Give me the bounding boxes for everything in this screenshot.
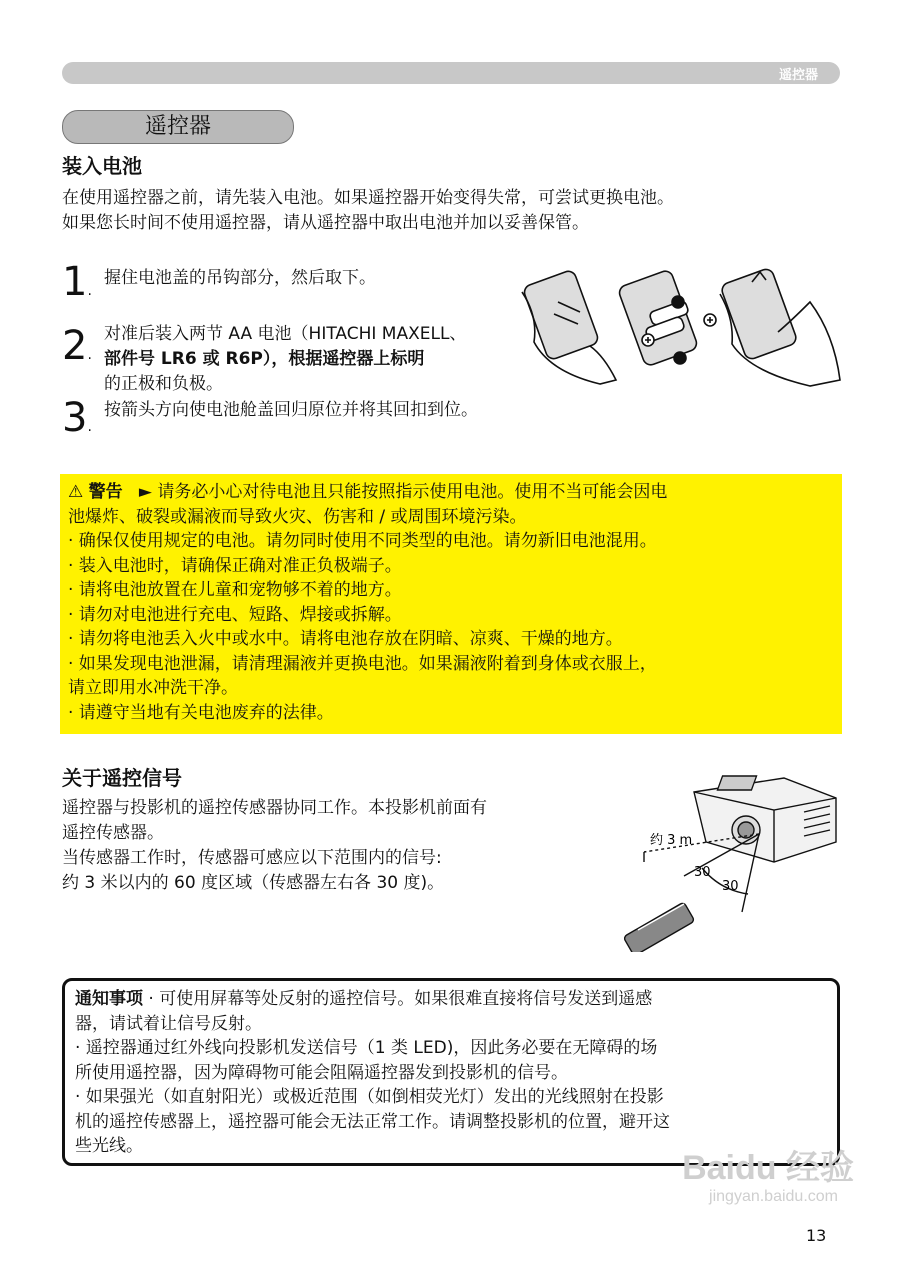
notice-line: 机的遥控传感器上，遥控器可能会无法正常工作。请调整投影机的位置，避开这	[75, 1111, 670, 1132]
step-number: 1	[62, 259, 88, 305]
warning-line: 池爆炸、破裂或漏液而导致火灾、伤害和 / 或周围环境污染。	[68, 506, 527, 527]
signal-heading: 关于遥控信号	[62, 766, 182, 790]
signal-line: 遥控器与投影机的遥控传感器协同工作。本投影机前面有	[62, 798, 487, 818]
header-label: 遥控器	[778, 68, 818, 83]
step-line: 握住电池盖的吊钩部分，然后取下。	[104, 268, 376, 288]
step-dot: .	[87, 283, 92, 299]
warning-line: · 如果发现电池泄漏，请清理漏液并更换电池。如果漏液附着到身体或衣服上，	[68, 653, 657, 674]
battery-install-illustration	[520, 262, 842, 394]
signal-line: 当传感器工作时，传感器可感应以下范围内的信号:	[62, 848, 442, 868]
step-2	[62, 323, 92, 369]
warning-icon: ⚠	[68, 482, 84, 502]
warning-line: 请务必小心对待电池且只能按照指示使用电池。使用不当可能会因电	[157, 482, 668, 502]
watermark-url: jingyan.baidu.com	[709, 1188, 838, 1205]
notice-line: · 遥控器通过红外线向投影机发送信号（1 类 LED)，因此务必要在无障碍的场	[75, 1038, 658, 1058]
step-number: 2	[62, 323, 88, 369]
step-number: 3	[62, 395, 88, 441]
warning-title: 警告	[88, 482, 123, 502]
signal-line: 遥控传感器。	[62, 823, 164, 843]
warning-line: · 确保仅使用规定的电池。请勿同时使用不同类型的电池。请勿新旧电池混用。	[68, 531, 657, 551]
step-3	[62, 395, 92, 441]
angle-left-label: 30	[694, 865, 711, 880]
warning-line: · 请勿将电池丢入火中或水中。请将电池存放在阴暗、凉爽、干燥的地方。	[68, 629, 623, 649]
watermark-brand: Baidu 经验	[682, 1149, 854, 1187]
distance-label: 约 3 m	[650, 833, 693, 848]
notice-line: 所使用遥控器，因为障碍物可能会阻隔遥控器发到投影机的信号。	[75, 1062, 568, 1083]
signal-range-illustration	[624, 772, 840, 952]
notice-first-line	[75, 987, 827, 1012]
warning-line: 请立即用水冲洗干净。	[68, 678, 238, 698]
warning-line: · 请勿对电池进行充电、短路、焊接或拆解。	[68, 604, 402, 625]
page-number: 13	[806, 1226, 827, 1245]
notice-title: 通知事项	[75, 989, 143, 1009]
notice-box	[62, 978, 840, 1166]
warning-first-line	[68, 480, 834, 505]
notice-line: 器，请试着让信号反射。	[75, 1013, 262, 1034]
install-intro-line: 在使用遥控器之前，请先装入电池。如果遥控器开始变得失常，可尝试更换电池。	[62, 188, 674, 208]
warning-line: · 请将电池放置在儿童和宠物够不着的地方。	[68, 580, 402, 600]
notice-line: 些光线。	[75, 1136, 143, 1156]
step-line: 按箭头方向使电池舱盖回归原位并将其回扣到位。	[104, 400, 478, 420]
warning-line: · 请遵守当地有关电池废弃的法律。	[68, 702, 334, 723]
step-line: 对准后装入两节 AA 电池（HITACHI MAXELL、	[104, 324, 467, 344]
step-line: 的正极和负极。	[104, 374, 223, 394]
step-2-text	[104, 322, 466, 397]
signal-text	[62, 796, 622, 896]
step-1	[62, 259, 92, 305]
step-1-text	[104, 266, 376, 291]
step-3-text	[104, 398, 478, 423]
notice-line: · 如果强光（如直射阳光）或极近范围（如倒相荧光灯）发出的光线照射在投影	[75, 1087, 664, 1107]
arrow-icon: ►	[138, 482, 152, 502]
warning-line: · 装入电池时，请确保正确对准正负极端子。	[68, 555, 402, 576]
notice-line: · 可使用屏幕等处反射的遥控信号。如果很难直接将信号发送到遥感	[148, 989, 653, 1009]
angle-right-label: 30	[722, 879, 739, 894]
section-title: 遥控器	[62, 110, 294, 144]
warning-box	[60, 474, 842, 734]
install-heading: 装入电池	[62, 154, 142, 178]
install-intro	[62, 186, 842, 236]
step-dot: .	[87, 347, 92, 363]
signal-line: 约 3 米以内的 60 度区域（传感器左右各 30 度)。	[62, 873, 445, 893]
step-dot: .	[87, 419, 92, 435]
install-intro-line: 如果您长时间不使用遥控器，请从遥控器中取出电池并加以妥善保管。	[62, 213, 589, 233]
header-bar	[62, 62, 840, 84]
step-line: 部件号 LR6 或 R6P），根据遥控器上标明	[104, 349, 425, 369]
